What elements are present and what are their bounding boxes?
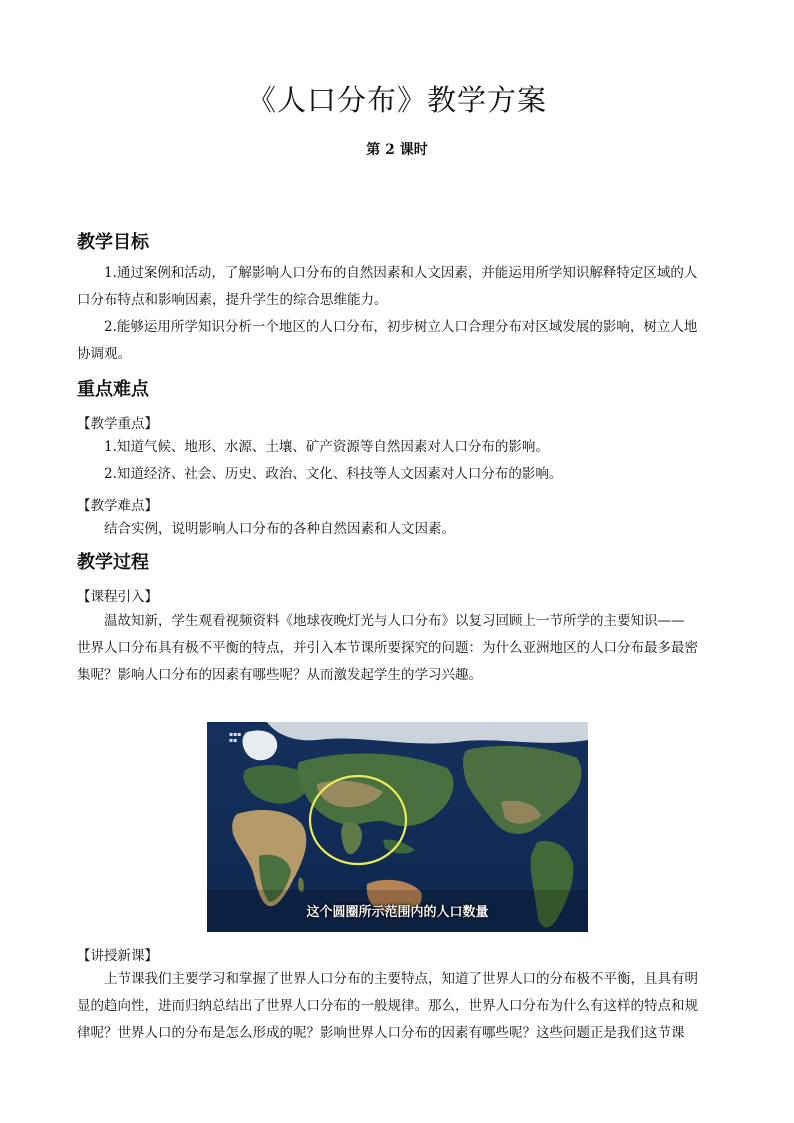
intro-line-3: 集呢？影响人口分布的因素有哪些呢？从而激发起学生的学习兴趣。 — [77, 667, 482, 683]
new-lesson-tag: 【讲授新课】 — [77, 948, 158, 964]
new-lesson-line-2: 显的趋向性，进而归纳总结出了世界人口分布的一般规律。那么，世界人口分布为什么有这样的特点和规 — [77, 998, 698, 1014]
focus-item-2: 2.知道经济、社会、历史、政治、文化、科技等人文因素对人口分布的影响。 — [104, 466, 563, 482]
section-heading-process: 教学过程 — [77, 552, 149, 573]
goal-1-line-1: 1.通过案例和活动，了解影响人口分布的自然因素和人文因素，并能运用所学知识解释特定区域的人 — [104, 265, 698, 281]
document-title: 《人口分布》教学方案 — [246, 83, 547, 117]
intro-tag: 【课程引入】 — [77, 589, 158, 605]
video-channel-logo-icon: ▪▪▪ ▪▪ — [229, 731, 242, 744]
focus-tag: 【教学重点】 — [77, 416, 158, 432]
figure-caption: 这个圆圈所示范围内的人口数量 — [306, 905, 489, 920]
goal-2-line-2: 协调观。 — [77, 346, 131, 362]
intro-line-1: 温故知新，学生观看视频资料《地球夜晚灯光与人口分布》以复习回顾上一节所学的主要知识—— — [104, 613, 685, 629]
world-map-figure — [207, 722, 588, 932]
lesson-number: 第 2 课时 — [366, 142, 428, 158]
new-lesson-line-3: 律呢？世界人口的分布是怎么形成的呢？影响世界人口分布的因素有哪些呢？这些问题正是我们这节课 — [77, 1025, 685, 1041]
difficulty-tag: 【教学难点】 — [77, 498, 158, 514]
section-heading-goals: 教学目标 — [77, 232, 149, 253]
goal-1-line-2: 口分布特点和影响因素，提升学生的综合思维能力。 — [77, 292, 388, 308]
section-heading-key-points: 重点难点 — [77, 379, 149, 400]
new-lesson-line-1: 上节课我们主要学习和掌握了世界人口分布的主要特点，知道了世界人口的分布极不平衡，且具有明 — [104, 971, 698, 987]
focus-item-1: 1.知道气候、地形、水源、土壤、矿产资源等自然因素对人口分布的影响。 — [104, 439, 549, 455]
intro-line-2: 世界人口分布具有极不平衡的特点，并引入本节课所要探究的问题：为什么亚洲地区的人口分布最多最密 — [77, 640, 698, 656]
goal-2-line-1: 2.能够运用所学知识分析一个地区的人口分布，初步树立人口合理分布对区域发展的影响，树立人地 — [104, 319, 698, 335]
difficulty-item-1: 结合实例，说明影响人口分布的各种自然因素和人文因素。 — [104, 521, 455, 537]
